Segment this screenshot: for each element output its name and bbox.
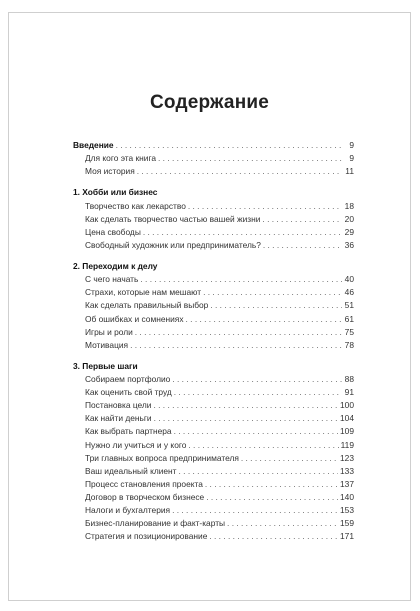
toc-item-label: Творчество как лекарство <box>85 200 186 211</box>
leader-dots <box>143 226 342 239</box>
toc-item-label: Об ошибках и сомнениях <box>85 313 184 324</box>
toc-item <box>73 152 354 165</box>
leader-dots <box>130 339 342 352</box>
toc-item <box>73 452 354 465</box>
leader-dots <box>227 517 338 530</box>
toc-item <box>73 530 354 543</box>
toc-item <box>73 339 354 352</box>
toc-item <box>73 412 354 425</box>
leader-dots <box>209 530 338 543</box>
toc-page-number: 18 <box>344 200 354 211</box>
toc-item-label: Процесс становления проекта <box>85 478 203 489</box>
toc-item-label: Стратегия и позиционирование <box>85 531 208 542</box>
toc-page-number: 36 <box>344 239 354 250</box>
book-page <box>8 12 411 601</box>
section-gap <box>73 178 354 186</box>
toc-page-number: 20 <box>344 213 354 224</box>
toc-item <box>73 491 354 504</box>
toc-item <box>73 517 354 530</box>
toc-page-number: 88 <box>344 374 354 385</box>
leader-dots <box>188 200 342 213</box>
leader-dots <box>186 313 342 326</box>
toc-item <box>73 439 354 452</box>
toc-item <box>73 200 354 213</box>
leader-dots <box>172 373 342 386</box>
toc-page-number: 9 <box>349 153 354 164</box>
toc-item-label: Страхи, которые нам мешают <box>85 287 202 298</box>
toc-page-number: 78 <box>344 339 354 350</box>
leader-dots <box>137 165 342 178</box>
toc-page-number: 51 <box>344 300 354 311</box>
toc-page-number: 29 <box>344 226 354 237</box>
table-of-contents <box>73 139 354 543</box>
toc-item-label: Для кого эта книга <box>85 153 157 164</box>
toc-page-number: 61 <box>344 313 354 324</box>
toc-page-number: 119 <box>340 439 354 450</box>
toc-item <box>73 286 354 299</box>
toc-item <box>73 425 354 438</box>
leader-dots <box>179 465 339 478</box>
toc-page-number: 123 <box>340 452 354 463</box>
toc-item <box>73 165 354 178</box>
toc-page-number: 9 <box>349 140 354 150</box>
toc-item-label: Как сделать творчество частью вашей жизни <box>85 213 261 224</box>
toc-item-label: Постановка цели <box>85 400 152 411</box>
toc-item <box>73 239 354 252</box>
toc-page-number: 46 <box>344 287 354 298</box>
toc-item <box>73 226 354 239</box>
leader-dots <box>135 326 342 339</box>
leader-dots <box>205 478 338 491</box>
toc-page-number: 137 <box>340 478 354 489</box>
leader-dots <box>210 299 342 312</box>
toc-page-number: 109 <box>340 426 354 437</box>
leader-dots <box>158 152 342 165</box>
toc-item-label: Как найти деньги <box>85 413 152 424</box>
toc-item <box>73 213 354 226</box>
leader-dots <box>263 239 342 252</box>
section-gap <box>73 252 354 260</box>
toc-page-number: 159 <box>340 518 354 529</box>
page-title: Содержание <box>149 92 270 113</box>
toc-chapter-heading <box>73 186 354 199</box>
toc-item-label: Моя история <box>85 166 135 177</box>
toc-item-label: Как оценить свой труд <box>85 387 172 398</box>
toc-item-label: Игры и роли <box>85 326 133 337</box>
leader-dots <box>116 139 342 152</box>
toc-item-label: Как сделать правильный выбор <box>85 300 209 311</box>
toc-item <box>73 478 354 491</box>
leader-dots <box>241 452 338 465</box>
toc-item <box>73 465 354 478</box>
toc-chapter-heading <box>73 260 354 273</box>
toc-item-label: Цена свободы <box>85 226 141 237</box>
toc-item-label: Ваш идеальный клиент <box>85 465 177 476</box>
leader-dots <box>174 386 342 399</box>
toc-item <box>73 386 354 399</box>
toc-item-label: Налоги и бухгалтерия <box>85 505 171 515</box>
toc-item <box>73 373 354 386</box>
toc-item <box>73 313 354 326</box>
toc-chapter-heading <box>73 360 354 373</box>
toc-chapter-label: 3. Первые шаги <box>73 360 138 371</box>
toc-item-label: Мотивация <box>85 339 129 350</box>
toc-page-number: 75 <box>344 326 354 337</box>
toc-page-number: 11 <box>345 166 354 177</box>
leader-dots <box>206 491 338 504</box>
leader-dots <box>188 439 338 452</box>
toc-section-intro <box>73 139 354 152</box>
leader-dots <box>203 286 342 299</box>
toc-page-number: 100 <box>340 400 354 411</box>
toc-item <box>73 326 354 339</box>
toc-page-number: 171 <box>340 531 354 542</box>
toc-item-label: С чего начать <box>85 274 139 285</box>
toc-chapter-label: 2. Переходим к делу <box>73 261 158 272</box>
toc-item-label: Свободный художник или предприниматель? <box>85 239 261 250</box>
leader-dots <box>154 412 338 425</box>
toc-page-number: 153 <box>340 505 354 515</box>
toc-item <box>73 273 354 286</box>
toc-page-number: 133 <box>340 465 354 476</box>
toc-item <box>73 299 354 312</box>
toc-page-number: 104 <box>340 413 354 424</box>
leader-dots <box>140 273 342 286</box>
toc-item-label: Как выбрать партнера <box>85 426 172 437</box>
toc-item-label: Договор в творческом бизнесе <box>85 491 205 502</box>
leader-dots <box>172 504 338 517</box>
toc-item-label: Собираем портфолио <box>85 374 171 385</box>
toc-item-label: Нужно ли учиться и у кого <box>85 439 187 450</box>
toc-page-number: 140 <box>340 491 354 502</box>
toc-item <box>73 504 354 517</box>
toc-page-number: 40 <box>344 274 354 285</box>
section-gap <box>73 352 354 360</box>
toc-heading-label: Введение <box>73 140 114 150</box>
leader-dots <box>174 425 338 438</box>
leader-dots <box>262 213 342 226</box>
toc-item-label: Три главных вопроса предпринимателя <box>85 452 239 463</box>
toc-page-number: 91 <box>344 387 354 398</box>
leader-dots <box>153 399 338 412</box>
toc-chapter-label: 1. Хобби или бизнес <box>73 187 158 198</box>
toc-item-label: Бизнес-планирование и факт-карты <box>85 518 226 529</box>
toc-item <box>73 399 354 412</box>
